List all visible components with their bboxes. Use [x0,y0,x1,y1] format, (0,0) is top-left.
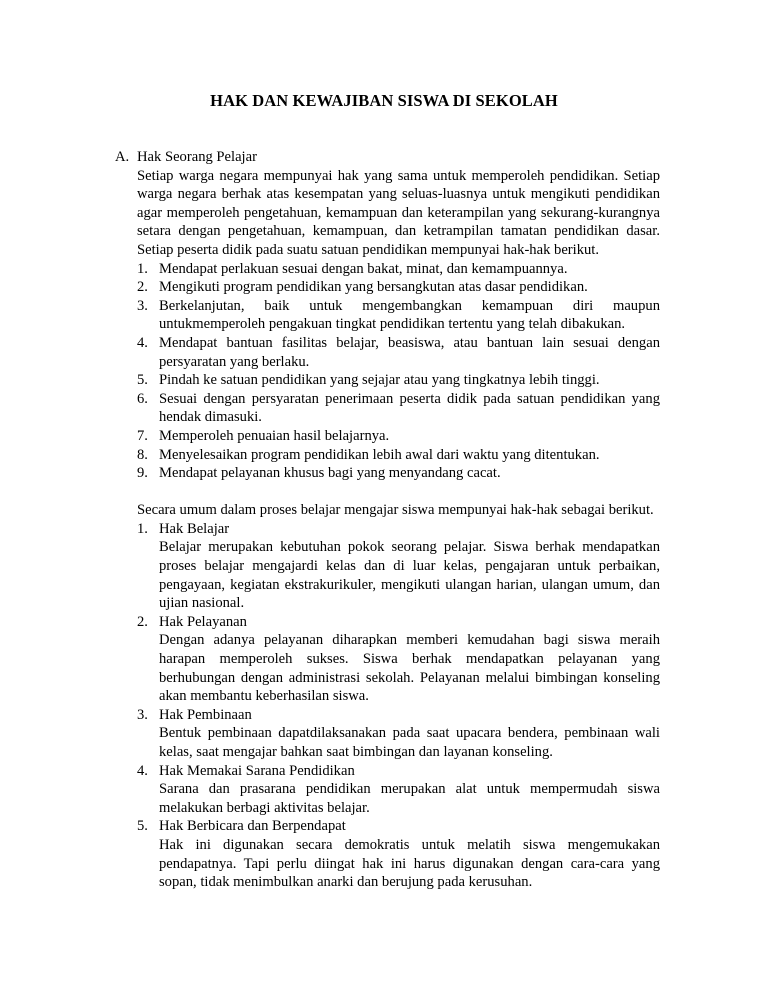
item-content [159,706,660,762]
item-text: Memperoleh penuaian hasil belajarnya. [159,427,390,444]
list-item [137,371,660,390]
rights-list [137,260,660,483]
list-item [137,613,660,706]
item-text: Belajar merupakan kebutuhan pokok seorang pelajar. Siswa berhak mendapatkan proses belajar mengajardi kelas dan di luar kelas, pengajaran untuk perbaikan, pengayaan, kegiatan ekstrakurikuler, mengikuti ulangan harian, ulangan umum, dan ujian nasional. [159,539,660,612]
item-content [159,817,660,891]
list-item [137,260,660,279]
section-a-body [137,167,660,892]
section-heading: Hak Seorang Pelajar [137,149,257,165]
item-title: Hak Belajar [159,520,230,537]
item-number: 3. [137,297,148,314]
item-text: Mengikuti program pendidikan yang bersangkutan atas dasar pendidikan. [159,279,588,296]
item-title: Hak Pelayanan [159,613,247,630]
item-number: 2. [137,279,148,296]
section-letter: A. [115,149,130,165]
item-title: Hak Memakai Sarana Pendidikan [159,762,355,779]
item-content [159,762,660,818]
item-text: Menyelesaikan program pendidikan lebih awal dari waktu yang ditentukan. [159,446,600,463]
page-title: HAK DAN KEWAJIBAN SISWA DI SEKOLAH [210,91,558,110]
paragraph-gap [137,483,660,502]
item-number: 5. [137,372,148,389]
item-text: Sarana dan prasarana pendidikan merupakan alat untuk mempermudah siswa melakukan berbagi aktivitas belajar. [159,781,660,816]
section-a [115,148,660,892]
general-intro-paragraph: Secara umum dalam proses belajar mengajar siswa mempunyai hak-hak sebagai berikut. [137,502,654,519]
item-number: 4. [137,334,148,351]
list-item [137,706,660,762]
item-number: 6. [137,390,148,407]
section-a-heading-row [115,148,660,167]
item-content [159,520,660,613]
item-text: Mendapat pelayanan khusus bagi yang menyandang cacat. [159,465,501,482]
item-text: Dengan adanya pelayanan diharapkan memberi kemudahan bagi siswa meraih harapan memperoleh sukses. Siswa berhak mendapatkan pelayanan yang berhubungan dengan administrasi sekolah. Pelayanan melalui bimbingan konseling akan membantu keberhasilan siswa. [159,632,660,705]
item-number: 9. [137,465,148,482]
list-item [137,520,660,613]
list-item [137,278,660,297]
item-number: 2. [137,613,148,630]
item-number: 5. [137,818,148,835]
item-text: Sesuai dengan persyaratan penerimaan peserta didik pada satuan pendidikan yang hendak dimasuki. [159,390,660,426]
list-item [137,464,660,483]
list-item [137,297,660,334]
list-item [137,817,660,891]
list-item [137,427,660,446]
item-number: 3. [137,706,148,723]
item-text: Pindah ke satuan pendidikan yang sejajar atau yang tingkatnya lebih tinggi. [159,372,600,389]
item-text: Bentuk pembinaan dapatdilaksanakan pada saat upacara bendera, pembinaan wali kelas, saat mengajar bahkan saat bimbingan dan layanan konseling. [159,725,660,760]
list-item [137,762,660,818]
list-item [137,334,660,371]
intro-paragraph: Setiap warga negara mempunyai hak yang sama untuk memperoleh pendidikan. Setiap warga negara berhak atas kesempatan yang seluas-luasnya untuk mengikuti pendidikan agar memperoleh pengetahuan, kemampuan dan keterampilan yang sekurang-kurangnya setara dengan pengetahuan, kemampuan, dan ketrampilan tamatan pendidikan dasar. Setiap peserta didik pada suatu satuan pendidikan mempunyai hak-hak berikut. [137,167,660,258]
general-rights-list [137,520,660,892]
item-number: 8. [137,446,148,463]
item-number: 1. [137,260,148,277]
item-text: Hak ini digunakan secara demokratis untuk melatih siswa mengemukakan pendapatnya. Tapi perlu diingat hak ini harus digunakan dengan cara-cara yang sopan, tidak menimbulkan anarki dan berujung pada kerusuhan. [159,836,660,891]
item-number: 4. [137,762,148,779]
item-number: 7. [137,427,148,444]
list-item [137,390,660,427]
item-text: Mendapat perlakuan sesuai dengan bakat, minat, dan kemampuannya. [159,260,568,277]
item-text: Berkelanjutan, baik untuk mengembangkan kemampuan diri maupun untukmemperoleh pengakuan tingkat pendidikan tertentu yang telah dibakukan. [159,297,660,333]
item-text: Mendapat bantuan fasilitas belajar, beasiswa, atau bantuan lain sesuai dengan persyaratan yang berlaku. [159,334,660,370]
item-number: 1. [137,520,148,537]
list-item [137,446,660,465]
item-title: Hak Berbicara dan Berpendapat [159,818,346,835]
item-title: Hak Pembinaan [159,706,252,723]
item-content [159,613,660,706]
